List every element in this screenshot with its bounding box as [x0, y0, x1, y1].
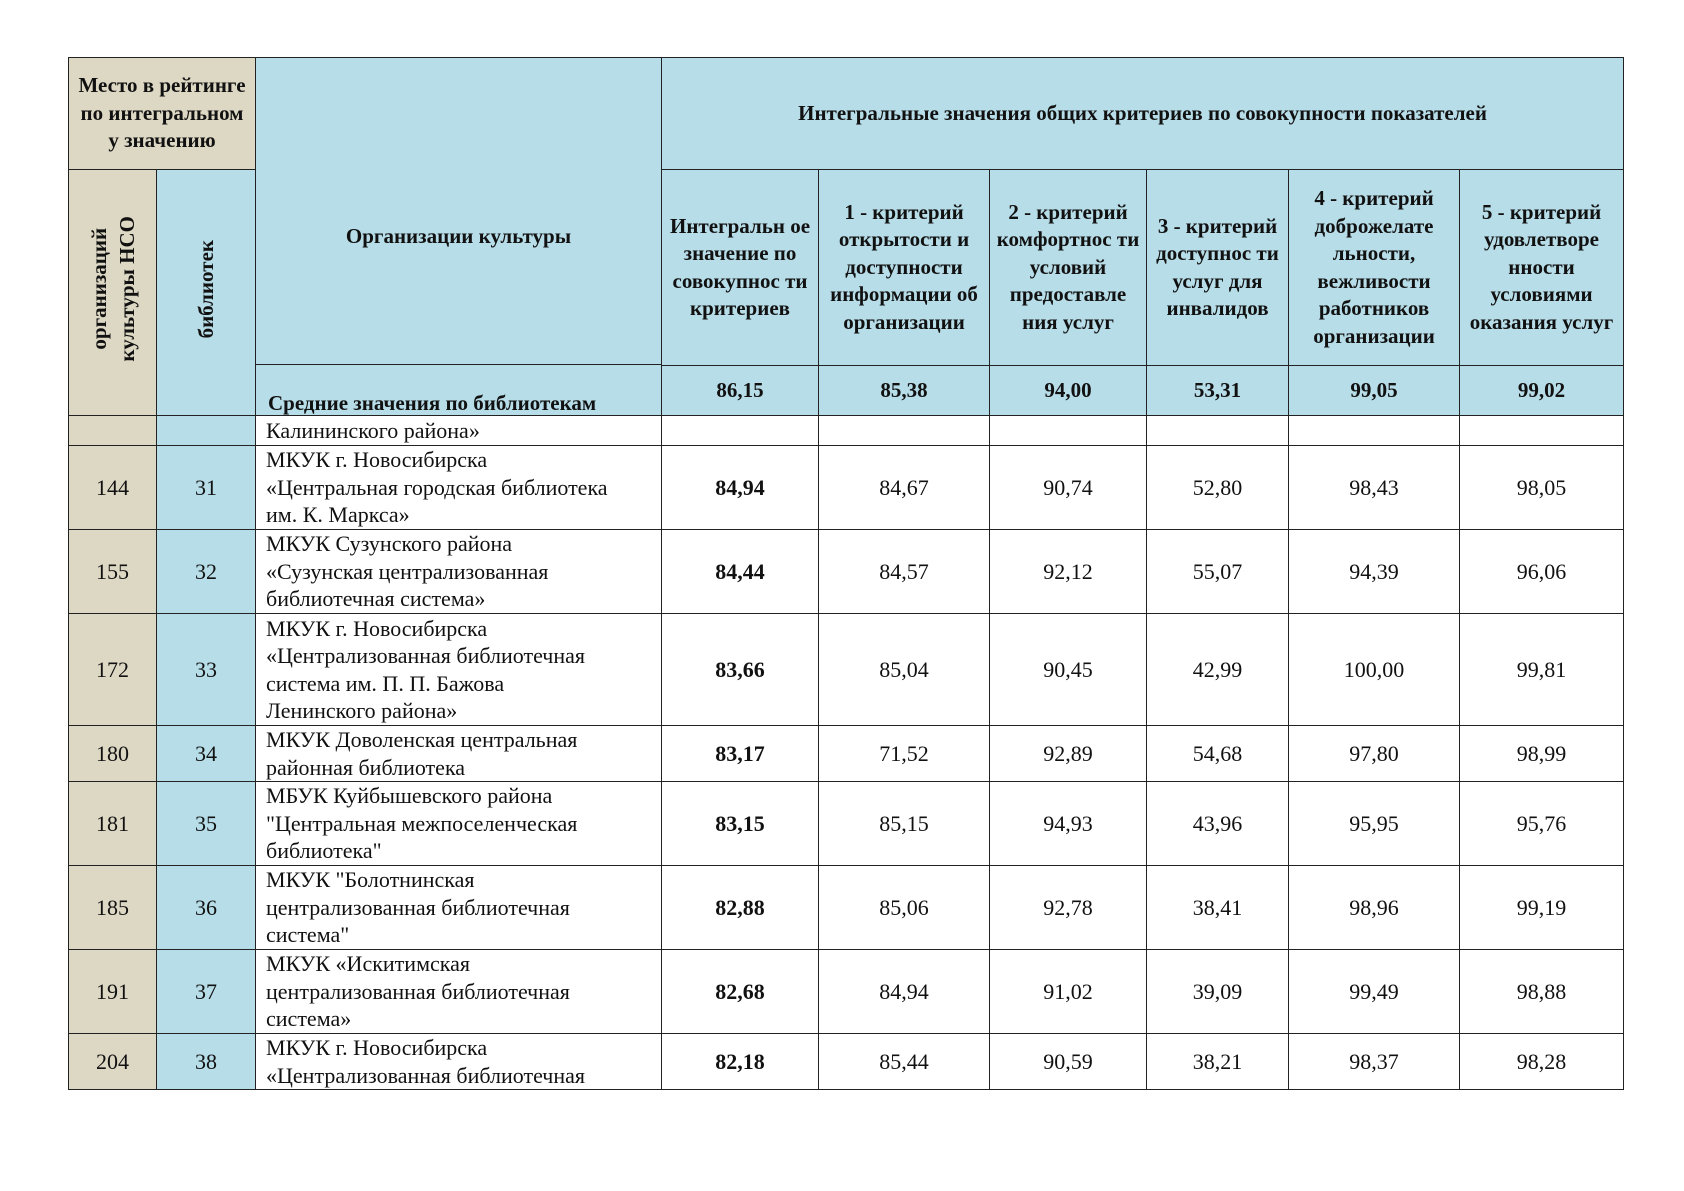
organization-name-cell: МКУК г. Новосибирска «Централизованная библиотечная система им. П. П. Бажова Ленинского района» [256, 614, 662, 726]
criterion-1-value-cell: 85,04 [819, 614, 990, 726]
criterion-3-value-cell: 55,07 [1147, 530, 1289, 614]
criterion-5-value-cell: 95,76 [1460, 782, 1624, 866]
organization-name-cell: МКУК г. Новосибирска «Централизованная библиотечная [256, 1034, 662, 1090]
table-row [69, 416, 1624, 446]
rank-lib-cell: 38 [157, 1034, 256, 1090]
criterion-1-value-cell: 71,52 [819, 726, 990, 782]
average-integral: 86,15 [662, 366, 819, 416]
criterion-5-value-cell: 99,81 [1460, 614, 1624, 726]
rank-nso-cell: 191 [69, 950, 157, 1034]
criterion-2-value-cell: 92,89 [990, 726, 1147, 782]
rank-lib-cell: 32 [157, 530, 256, 614]
criterion-1-value-cell: 84,57 [819, 530, 990, 614]
criterion-header-5: 5 - критерий удовлетворе нности условиями оказания услуг [1460, 170, 1624, 366]
criterion-1-value-cell: 85,44 [819, 1034, 990, 1090]
average-criterion-3: 53,31 [1147, 366, 1289, 416]
criterion-4-value-cell: 95,95 [1289, 782, 1460, 866]
rank-lib-cell: 34 [157, 726, 256, 782]
criterion-2-value-cell: 92,78 [990, 866, 1147, 950]
rank-lib-header [157, 170, 256, 416]
criterion-3-value-cell: 43,96 [1147, 782, 1289, 866]
average-label: Средние значения по библиотекам [268, 391, 597, 415]
criterion-2-value-cell [990, 416, 1147, 446]
criterion-3-value-cell: 52,80 [1147, 446, 1289, 530]
criterion-5-value-cell: 96,06 [1460, 530, 1624, 614]
rank-group-header: Место в рейтинге по интегральном у значению [69, 58, 256, 170]
rank-nso-cell: 172 [69, 614, 157, 726]
criterion-2-value-cell: 90,74 [990, 446, 1147, 530]
table-row [69, 446, 1624, 530]
criterion-header-3: 3 - критерий доступнос ти услуг для инвалидов [1147, 170, 1289, 366]
criterion-2-value-cell: 94,93 [990, 782, 1147, 866]
rank-nso-cell: 155 [69, 530, 157, 614]
criterion-1-value-cell: 84,94 [819, 950, 990, 1034]
criterion-2-value-cell: 90,59 [990, 1034, 1147, 1090]
rank-lib-cell: 31 [157, 446, 256, 530]
criterion-5-value-cell [1460, 416, 1624, 446]
criterion-3-value-cell: 38,41 [1147, 866, 1289, 950]
rating-table [68, 57, 1624, 1090]
integral-value-cell: 84,44 [662, 530, 819, 614]
criterion-3-value-cell: 42,99 [1147, 614, 1289, 726]
criterion-header-4: 4 - критерий доброжелате льности, вежливости работников организации [1289, 170, 1460, 366]
rank-nso-cell: 180 [69, 726, 157, 782]
criterion-5-value-cell: 98,28 [1460, 1034, 1624, 1090]
criterion-4-value-cell: 98,37 [1289, 1034, 1460, 1090]
organization-name-cell: МБУК Куйбышевского района "Центральная межпоселенческая библиотека" [256, 782, 662, 866]
integral-value-cell: 82,68 [662, 950, 819, 1034]
table-row [69, 530, 1624, 614]
table-row [69, 1034, 1624, 1090]
rank-lib-cell: 37 [157, 950, 256, 1034]
criterion-4-value-cell [1289, 416, 1460, 446]
criterion-5-value-cell: 98,99 [1460, 726, 1624, 782]
org-column-header: Организации культуры [256, 58, 662, 416]
criterion-3-value-cell: 39,09 [1147, 950, 1289, 1034]
table-row [69, 614, 1624, 726]
criteria-group-header: Интегральные значения общих критериев по совокупности показателей [662, 58, 1624, 170]
average-criterion-2: 94,00 [990, 366, 1147, 416]
organization-name-cell: МКУК Доволенская центральная районная библиотека [256, 726, 662, 782]
criterion-2-value-cell: 91,02 [990, 950, 1147, 1034]
integral-value-cell: 83,66 [662, 614, 819, 726]
integral-value-cell: 83,17 [662, 726, 819, 782]
organization-name-cell: МКУК «Искитимская централизованная библиотечная система» [256, 950, 662, 1034]
criterion-5-value-cell: 98,05 [1460, 446, 1624, 530]
criterion-4-value-cell: 94,39 [1289, 530, 1460, 614]
integral-value-cell: 83,15 [662, 782, 819, 866]
rank-nso-cell: 181 [69, 782, 157, 866]
rank-nso-header [69, 170, 157, 416]
criterion-4-value-cell: 97,80 [1289, 726, 1460, 782]
average-criterion-4: 99,05 [1289, 366, 1460, 416]
rank-nso-cell: 185 [69, 866, 157, 950]
table-row [69, 866, 1624, 950]
criterion-1-value-cell: 84,67 [819, 446, 990, 530]
criterion-3-value-cell [1147, 416, 1289, 446]
criterion-5-value-cell: 99,19 [1460, 866, 1624, 950]
criterion-2-value-cell: 90,45 [990, 614, 1147, 726]
organization-name-cell: Калининского района» [256, 416, 662, 446]
rank-nso-cell: 204 [69, 1034, 157, 1090]
rank-lib-cell [157, 416, 256, 446]
criterion-3-value-cell: 38,21 [1147, 1034, 1289, 1090]
table-row [69, 726, 1624, 782]
integral-value-cell: 84,94 [662, 446, 819, 530]
criterion-3-value-cell: 54,68 [1147, 726, 1289, 782]
table-row [69, 782, 1624, 866]
criterion-4-value-cell: 100,00 [1289, 614, 1460, 726]
criterion-header-1: 1 - критерий открытости и доступности информации об организации [819, 170, 990, 366]
rank-lib-cell: 36 [157, 866, 256, 950]
criterion-header-integral: Интегральн ое значение по совокупнос ти критериев [662, 170, 819, 366]
criterion-2-value-cell: 92,12 [990, 530, 1147, 614]
criterion-5-value-cell: 98,88 [1460, 950, 1624, 1034]
average-criterion-1: 85,38 [819, 366, 990, 416]
rank-nso-cell [69, 416, 157, 446]
criterion-4-value-cell: 98,96 [1289, 866, 1460, 950]
rank-nso-cell: 144 [69, 446, 157, 530]
rank-lib-label: библиотек [194, 239, 218, 338]
criterion-header-2: 2 - критерий комфортнос ти условий предоставле ния услуг [990, 170, 1147, 366]
average-label-rule [255, 364, 661, 365]
organization-name-cell: МКУК Сузунского района «Сузунская централизованная библиотечная система» [256, 530, 662, 614]
rank-lib-cell: 33 [157, 614, 256, 726]
criterion-1-value-cell: 85,15 [819, 782, 990, 866]
criterion-1-value-cell [819, 416, 990, 446]
average-criterion-5: 99,02 [1460, 366, 1624, 416]
integral-value-cell: 82,88 [662, 866, 819, 950]
criterion-4-value-cell: 98,43 [1289, 446, 1460, 530]
integral-value-cell: 82,18 [662, 1034, 819, 1090]
table-row [69, 950, 1624, 1034]
organization-name-cell: МКУК г. Новосибирска «Центральная городская библиотека им. К. Маркса» [256, 446, 662, 530]
rank-nso-label: организаций культуры НСО [86, 215, 139, 362]
rank-lib-cell: 35 [157, 782, 256, 866]
criterion-1-value-cell: 85,06 [819, 866, 990, 950]
criterion-4-value-cell: 99,49 [1289, 950, 1460, 1034]
organization-name-cell: МКУК "Болотнинская централизованная библиотечная система" [256, 866, 662, 950]
integral-value-cell [662, 416, 819, 446]
